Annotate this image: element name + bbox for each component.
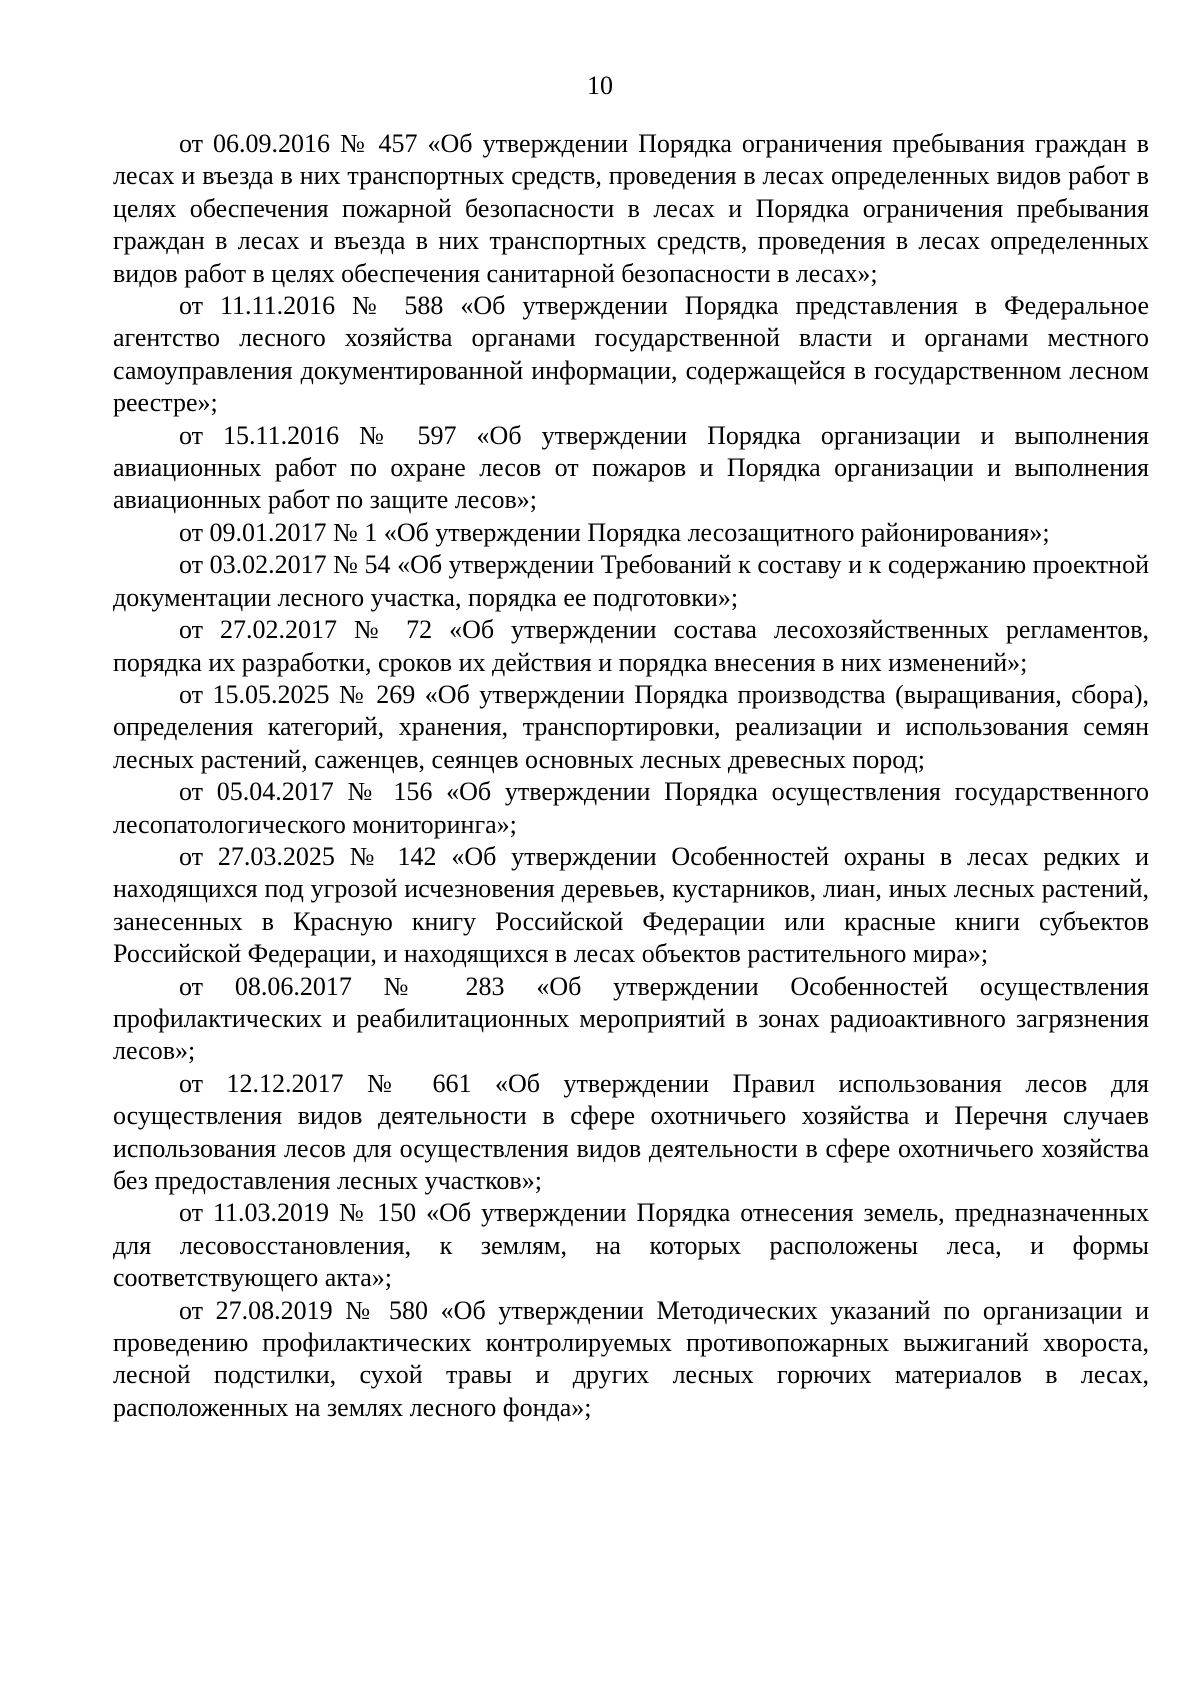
page-number: 10 — [587, 71, 613, 100]
paragraph-order-588: от 11.11.2016 № 588 «Об утверждении Порядка представления в Федеральное агентство лесного хозяйства органами государственной власти и органами местного самоуправления документированной информации, содержащейся в государственном лесном реестре»; — [113, 291, 1149, 418]
paragraph-order-597: от 15.11.2016 № 597 «Об утверждении Порядка организации и выполнения авиационных работ по охране лесов от пожаров и Порядка организации и выполнения авиационных работ по защите лесов»; — [113, 420, 1149, 515]
paragraph-order-283: от 08.06.2017 № 283 «Об утверждении Особенностей осуществления профилактических и реабилитационных мероприятий в зонах радиоактивного загрязнения лесов»; — [113, 971, 1149, 1066]
paragraph-order-150: от 11.03.2019 № 150 «Об утверждении Порядка отнесения земель, предназначенных для лесовосстановления, к землям, на которых расположены леса, и формы соответствующего акта»; — [113, 1198, 1149, 1293]
paragraph-order-142: от 27.03.2025 № 142 «Об утверждении Особенностей охраны в лесах редких и находящихся под угрозой исчезновения деревьев, кустарников, лиан, иных лесных растений, занесенных в Красную книгу Российской Федерации или красные книги субъектов Российской Федерации, и находящихся в лесах объектов растительного мира»; — [113, 841, 1149, 969]
paragraph-order-457: от 06.09.2016 № 457 «Об утверждении Порядка ограничения пребывания граждан в лесах и въезда в них транспортных средств, проведения в лесах определенных видов работ в целях обеспечения пожарной безопасности в лесах и Порядка ограничения пребывания граждан в лесах и въезда в них транспортных средств, проведения в лесах определенных видов работ в целях обеспечения санитарной безопасности в лесах»; — [113, 129, 1149, 288]
paragraph-order-156: от 05.04.2017 № 156 «Об утверждении Порядка осуществления государственного лесопатологического мониторинга»; — [113, 777, 1149, 839]
paragraph-order-580: от 27.08.2019 № 580 «Об утверждении Методических указаний по организации и проведению профилактических контролируемых противопожарных выжиганий хвороста, лесной подстилки, сухой травы и других лесных горючих материалов в лесах, расположенных на землях лесного фонда»; — [113, 1295, 1149, 1422]
paragraph-order-269: от 15.05.2025 № 269 «Об утверждении Порядка производства (выращивания, сбора), определения категорий, хранения, транспортировки, реализации и использования семян лесных растений, саженцев, сеянцев основных лесных древесных пород; — [113, 679, 1149, 774]
paragraph-order-54: от 03.02.2017 № 54 «Об утверждении Требований к составу и к содержанию проектной документации лесного участка, порядка ее подготовки»; — [113, 550, 1149, 612]
paragraph-order-1: от 09.01.2017 № 1 «Об утверждении Порядка лесозащитного районирования»; — [179, 517, 1050, 547]
paragraph-order-72: от 27.02.2017 № 72 «Об утверждении состава лесохозяйственных регламентов, порядка их разработки, сроков их действия и порядка внесения в них изменений»; — [113, 615, 1149, 677]
document-body — [113, 128, 1149, 1424]
paragraph-order-661: от 12.12.2017 № 661 «Об утверждении Правил использования лесов для осуществления видов деятельности в сфере охотничьего хозяйства и Перечня случаев использования лесов для осуществления видов деятельности в сфере охотничьего хозяйства без предоставления лесных участков»; — [113, 1068, 1149, 1195]
